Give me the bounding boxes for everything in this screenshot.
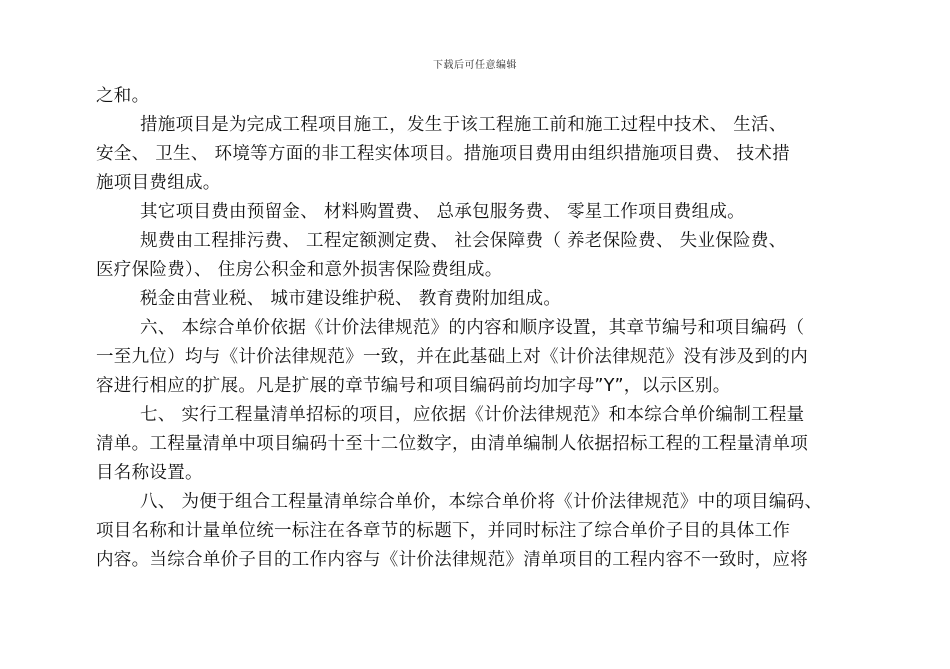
- text-line: 医疗保险费）、 住房公积金和意外损害保险费组成。: [96, 260, 503, 280]
- text-line: 六、 本综合单价依据《计价法律规范》的内容和顺序设置，其章节编号和项目编码（: [140, 318, 805, 338]
- text-line: 措施项目是为完成工程项目施工，发生于该工程施工前和施工过程中技术、 生活、: [140, 115, 787, 135]
- text-line: 之和。: [96, 86, 150, 106]
- text-line: 安全、 卫生、 环境等方面的非工程实体项目。措施项目费用由组织措施项目费、 技术措: [96, 144, 790, 164]
- text-line: 税金由营业税、 城市建设维护税、 教育费附加组成。: [140, 289, 562, 309]
- text-line: 项目名称和计量单位统一标注在各章节的标题下，并同时标注了综合单价子目的具体工作: [96, 521, 791, 541]
- text-line: 其它项目费由预留金、 材料购置费、 总承包服务费、 零星工作项目费组成。: [140, 202, 745, 222]
- text-line: 一至九位）均与《计价法律规范》一致，并在此基础上对《计价法律规范》没有涉及到的内: [96, 347, 808, 367]
- text-line: 内容。当综合单价子目的工作内容与《计价法律规范》清单项目的工程内容不一致时，应将: [96, 550, 808, 570]
- page-header-note: 下载后可任意编辑: [433, 60, 517, 71]
- text-line: 七、 实行工程量清单招标的项目，应依据《计价法律规范》和本综合单价编制工程量: [140, 405, 805, 425]
- text-line: 容进行相应的扩展。凡是扩展的章节编号和项目编码前均加字母”Y”，以示区别。: [96, 376, 731, 396]
- document-body: [96, 82, 880, 575]
- text-line: 清单。工程量清单中项目编码十至十二位数字，由清单编制人依据招标工程的工程量清单项: [96, 434, 808, 454]
- text-line: 施项目费组成。: [96, 173, 221, 193]
- text-line: 目名称设置。: [96, 463, 203, 483]
- text-line: 八、 为便于组合工程量清单综合单价，本综合单价将《计价法律规范》中的项目编码、: [140, 492, 823, 512]
- text-line: 规费由工程排污费、 工程定额测定费、 社会保障费（ 养老保险费、 失业保险费、: [140, 231, 787, 251]
